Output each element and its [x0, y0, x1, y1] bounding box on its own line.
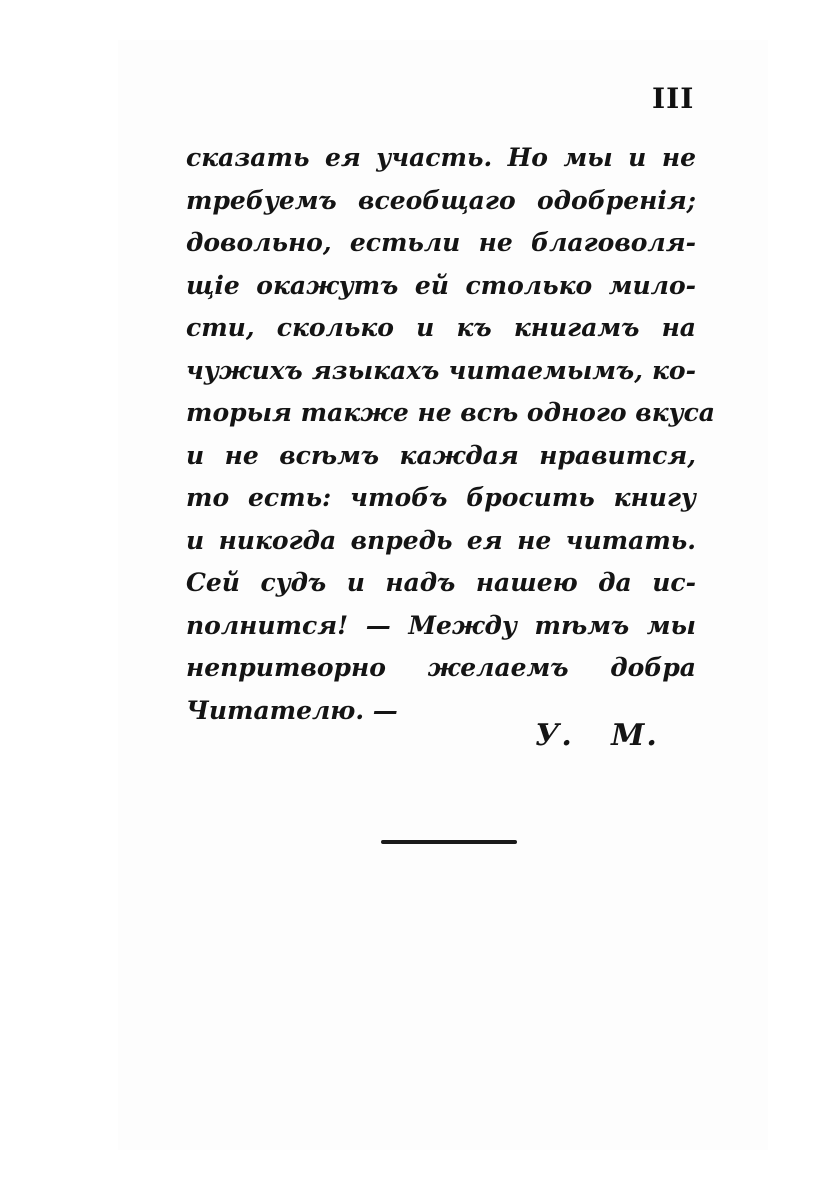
text-line: и не всѣмъ каждая нравится,	[186, 440, 696, 470]
text-line: сти, сколько и къ книгамъ на	[186, 313, 696, 342]
text-line: Читателю. —	[186, 695, 398, 725]
text-line: сказать ея участь. Но мы и не	[186, 143, 696, 172]
author-initials: У. М.	[535, 718, 659, 753]
text-line: требуемъ всеобщаго одобренія;	[186, 185, 696, 215]
text-line: торыя также не всѣ одного вкуса	[186, 398, 716, 427]
text-line: полнится! — Между тѣмъ мы	[186, 610, 696, 640]
text-line: щіе окажутъ ей столько мило-	[186, 270, 696, 300]
page-number: III	[652, 82, 695, 115]
text-line: непритворно желаемъ добра	[186, 653, 696, 682]
text-line: довольно, естьли не благоволя-	[186, 228, 696, 257]
text-line: Сей судъ и надъ нашею да ис-	[186, 568, 696, 597]
body-text	[186, 137, 716, 732]
text-line: и никогда впредь ея не читать.	[186, 525, 696, 555]
text-line: то есть: чтобъ бросить книгу	[186, 483, 696, 512]
ornamental-rule	[381, 840, 517, 844]
text-line: чужихъ языкахъ читаемымъ, ко-	[186, 355, 696, 385]
